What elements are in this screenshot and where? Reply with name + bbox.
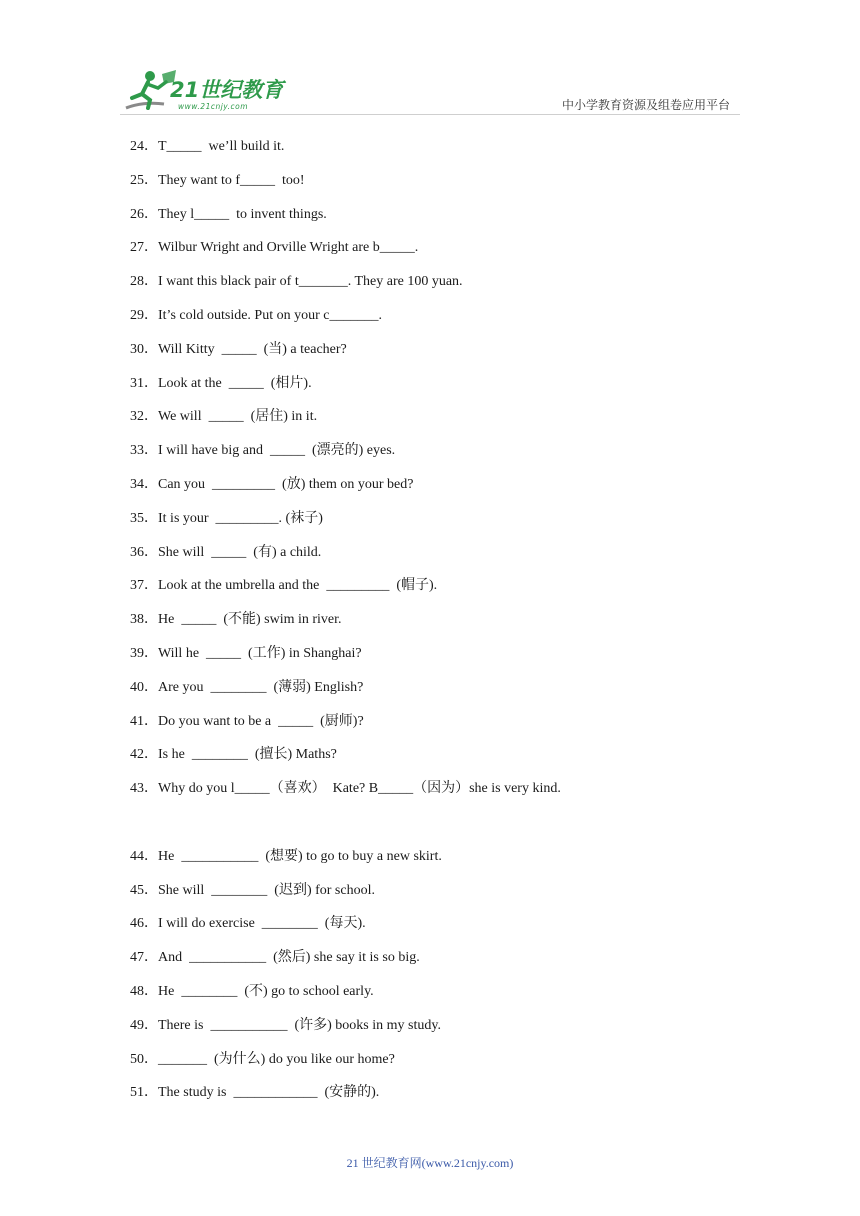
question-number: 34． (130, 476, 158, 492)
platform-title: 中小学教育资源及组卷应用平台 (561, 98, 730, 112)
section-gap (130, 813, 750, 847)
question-text: She will _____ (有) a child. (158, 544, 322, 560)
question-number: 50． (130, 1051, 158, 1067)
question-list (130, 137, 750, 1117)
question-item (130, 678, 750, 712)
question-text: The study is ____________ (安静的). (158, 1085, 380, 1101)
question-item (130, 171, 750, 205)
question-text: Look at the umbrella and the _________ (帽子). (158, 578, 438, 594)
question-number: 32． (130, 409, 158, 425)
page-footer: 21 世纪教育网(www.21cnjy.com) (346, 1156, 514, 1170)
question-number: 38． (130, 612, 158, 628)
question-text: I want this black pair of t_______. They are 100 yuan. (158, 274, 463, 290)
question-item (130, 610, 750, 644)
question-item (130, 1050, 750, 1084)
question-number: 36． (130, 544, 158, 560)
question-text: He ________ (不) go to school early. (158, 983, 374, 999)
question-number: 31． (130, 375, 158, 391)
question-number: 44． (130, 848, 158, 864)
question-item (130, 1083, 750, 1117)
question-text: Can you _________ (放) them on your bed? (158, 476, 414, 492)
question-number: 25． (130, 172, 158, 188)
question-item (130, 914, 750, 948)
question-text: Why do you l_____（喜欢） Kate? B_____（因为）she is very kind. (158, 781, 561, 797)
question-text: Look at the _____ (相片). (158, 375, 312, 391)
question-number: 27． (130, 240, 158, 256)
question-number: 49． (130, 1017, 158, 1033)
question-item (130, 441, 750, 475)
question-number: 42． (130, 747, 158, 763)
question-text: There is ___________ (许多) books in my study. (158, 1017, 441, 1033)
question-item (130, 745, 750, 779)
question-number: 51． (130, 1085, 158, 1101)
question-number: 41． (130, 713, 158, 729)
question-number: 43． (130, 781, 158, 797)
question-item (130, 238, 750, 272)
question-text: Are you ________ (薄弱) English? (158, 679, 364, 695)
question-item (130, 475, 750, 509)
question-text: Wilbur Wright and Orville Wright are b_____. (158, 240, 419, 256)
question-text: Will Kitty _____ (当) a teacher? (158, 341, 347, 357)
question-item (130, 205, 750, 239)
question-text: They l_____ to invent things. (158, 206, 327, 222)
question-number: 45． (130, 882, 158, 898)
question-item (130, 407, 750, 441)
question-text: I will do exercise ________ (每天). (158, 916, 366, 932)
question-item (130, 576, 750, 610)
page-header (120, 66, 740, 120)
question-item (130, 374, 750, 408)
question-item (130, 779, 750, 813)
question-item (130, 881, 750, 915)
question-text: Do you want to be a _____ (厨师)? (158, 713, 364, 729)
question-number: 28． (130, 274, 158, 290)
question-text: They want to f_____ too! (158, 172, 305, 188)
question-number: 39． (130, 645, 158, 661)
question-number: 48． (130, 983, 158, 999)
question-text: Will he _____ (工作) in Shanghai? (158, 645, 362, 661)
question-text: He ___________ (想要) to go to buy a new skirt. (158, 848, 442, 864)
question-text: We will _____ (居住) in it. (158, 409, 318, 425)
question-number: 30． (130, 341, 158, 357)
logo-wordmark: 21世纪教育 (170, 78, 284, 102)
question-item (130, 272, 750, 306)
question-item (130, 340, 750, 374)
question-item (130, 982, 750, 1016)
question-item (130, 137, 750, 171)
question-item (130, 306, 750, 340)
question-text: It’s cold outside. Put on your c_______. (158, 307, 382, 323)
question-number: 29． (130, 307, 158, 323)
question-item (130, 1016, 750, 1050)
question-number: 24． (130, 139, 158, 154)
header-divider (120, 114, 740, 115)
question-item (130, 847, 750, 881)
question-number: 47． (130, 950, 158, 966)
question-text: Is he ________ (擅长) Maths? (158, 747, 337, 763)
question-text: It is your _________. (袜子) (158, 510, 323, 526)
question-text: _______ (为什么) do you like our home? (158, 1051, 395, 1067)
question-number: 35． (130, 510, 158, 526)
question-number: 33． (130, 443, 158, 459)
question-text: She will ________ (迟到) for school. (158, 882, 375, 898)
question-number: 37． (130, 578, 158, 594)
question-text: I will have big and _____ (漂亮的) eyes. (158, 443, 396, 459)
question-item (130, 644, 750, 678)
question-number: 40． (130, 679, 158, 695)
logo-url: www.21cnjy.com (178, 102, 249, 111)
question-item (130, 948, 750, 982)
question-number: 46． (130, 916, 158, 932)
question-number: 26． (130, 206, 158, 222)
logo (120, 66, 290, 118)
question-item (130, 543, 750, 577)
question-text: And ___________ (然后) she say it is so big. (158, 950, 420, 966)
question-item (130, 509, 750, 543)
question-text: He _____ (不能) swim in river. (158, 612, 342, 628)
question-item (130, 712, 750, 746)
question-text: T_____ we’ll build it. (158, 139, 285, 154)
